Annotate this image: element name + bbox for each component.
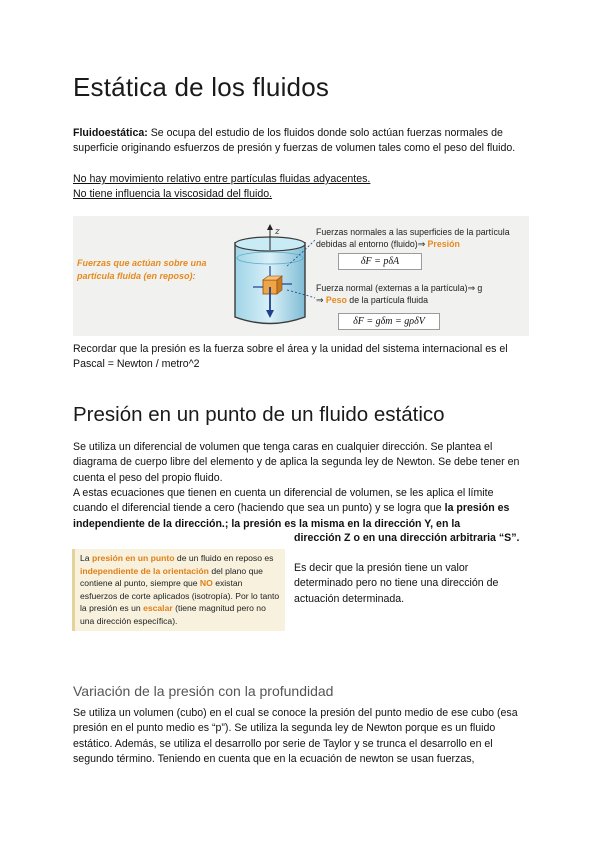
normal-forces-text: Fuerzas normales a las superficies de la partícula debidas al entorno (fluido)⇒ Presión: [316, 227, 510, 249]
section-heading-depth: Variación de la presión con la profundidad: [73, 683, 334, 699]
isotropy-statement: la presión es independiente de la dirección.; la presión es la misma en la dirección Y, en la: [73, 502, 510, 530]
section2-paragraph-1: Se utiliza un diferencial de volumen que tenga caras en cualquier dirección. Se plantea el diagrama de cuerpo libre del elemento y de aplica la segunda ley de Newton. Se debe tener en cuenta el peso del propio fluido.: [73, 441, 520, 484]
forces-figure: [73, 216, 529, 336]
keyword-presion: Presión: [427, 239, 460, 249]
section3-paragraph: Se utiliza un volumen (cubo) en el cual se conoce la presión del punto medio de ese cubo (esa presión en el punto medio es “p”). Se utiliza la segunda ley de Newton porque es un fluido estático. Además, se utiliza el desarrollo por serie de Taylor y se trunca el desarrollo en el segundo término. Teniendo en cuenta que en la ecuación de newton se usan fuerzas,: [73, 707, 518, 765]
section2-paragraph-2: A estas ecuaciones que tienen en cuenta un diferencial de volumen, se les aplica el límite cuando el diferencial tiende a cero (haciendo que sea un punto) y se logra que la presión es independiente de la dirección.; la presión es la misma en la dirección Y, en la: [73, 487, 510, 530]
remember-paragraph: Recordar que la presión es la fuerza sobre el área y la unidad del sistema internacional es el Pascal = Newton / metro^2: [73, 343, 508, 371]
weight-formula: δF = gδm = gρδV: [338, 313, 440, 330]
section2-bold-continuation: dirección Z o en una dirección arbitraria “S”.: [294, 532, 520, 544]
intro-underline-1: No hay movimiento relativo entre partículas fluidas adyacentes.: [73, 173, 371, 185]
pressure-formula: δF = pδA: [338, 253, 422, 270]
body-forces-text: Fuerza normal (externas a la partícula)⇒ g ⇒ Peso de la partícula fluida: [316, 283, 483, 305]
figure-left-caption: Fuerzas que actúan sobre una partícula fluida (en reposo):: [77, 258, 207, 281]
keyword-peso: Peso: [325, 295, 347, 305]
intro-text: Se ocupa del estudio de los fluidos donde solo actúan fuerzas normales de superficie originando esfuerzos de presión y fuerzas de volumen tales como el peso del fluido.: [73, 127, 516, 155]
section-heading-pressure-point: Presión en un punto de un fluido estático: [73, 403, 445, 426]
intro-underline-2: No tiene influencia la viscosidad del fluido.: [73, 188, 273, 200]
pressure-definition-box: La presión en un punto de un fluido en reposo es independiente de la orientación del plano que contiene al punto, siempre que NO existan esfuerzos de corte aplicados (isotropía). Por lo tanto la presión es un escalar (tiene magnitud pero no una dirección específica).: [72, 549, 285, 631]
z-axis-label: z: [275, 227, 280, 237]
container-diagram: [223, 222, 318, 330]
intro-term: Fluidoestática:: [73, 127, 148, 139]
section2-side-text: Es decir que la presión tiene un valor determinado pero no tiene una dirección de actuación determinada.: [294, 562, 499, 605]
intro-paragraph: [73, 126, 528, 157]
page-title: Estática de los fluidos: [73, 72, 330, 102]
